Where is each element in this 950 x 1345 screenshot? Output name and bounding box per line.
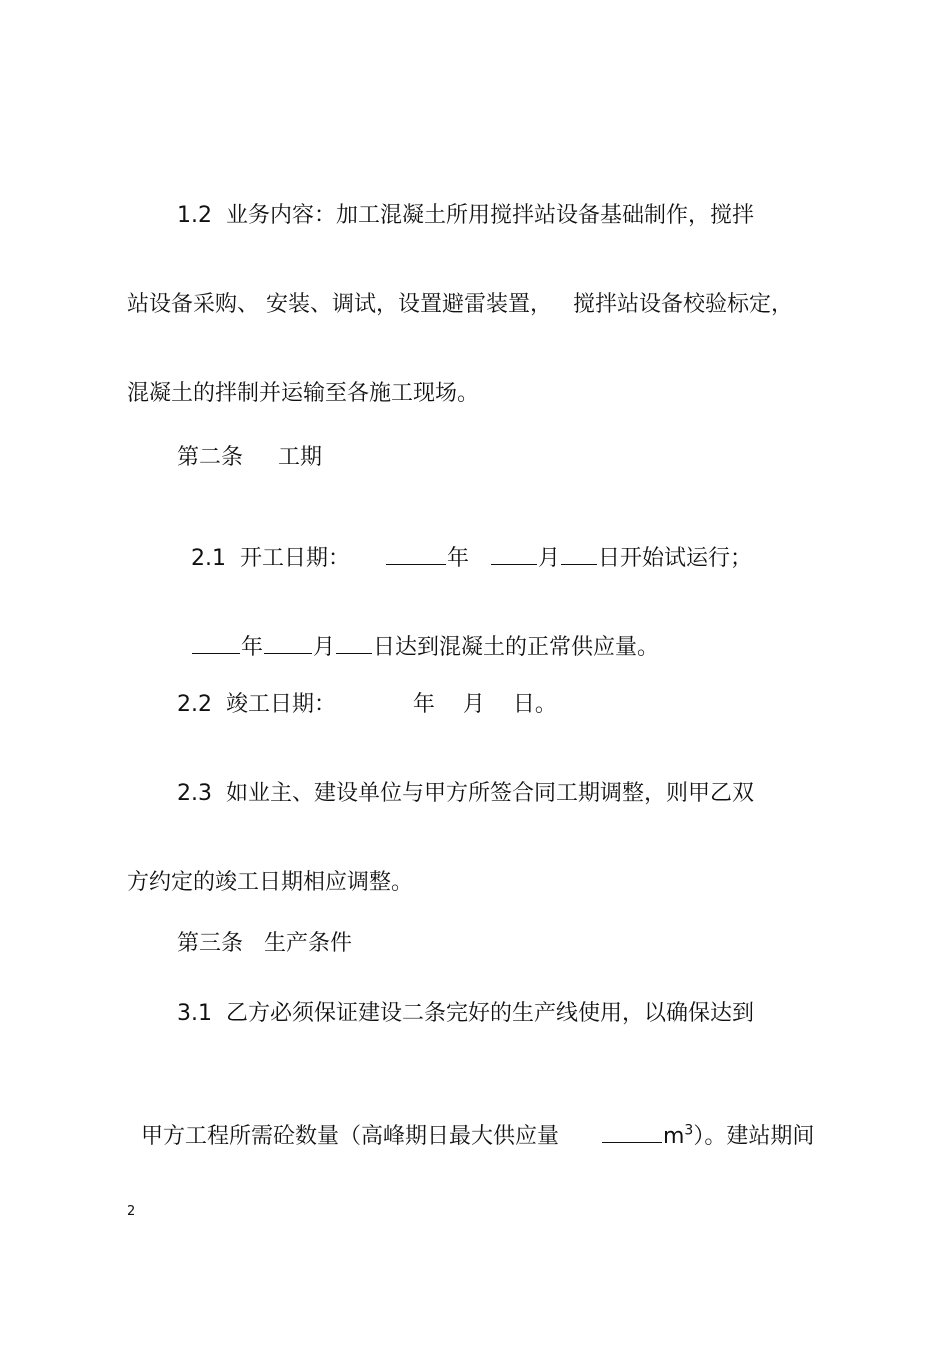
blank-month-2 [264, 631, 312, 654]
text-line-2-1-start-date [177, 512, 752, 574]
text-line-2-3-end: 方约定的竣工日期相应调整。 [127, 870, 414, 895]
label-2-1: 2.1 开工日期： [191, 546, 385, 571]
label-month-2: 月 [313, 635, 336, 660]
text-line-1-2-content: 1.2 业务内容：加工混凝土所用搅拌站设备基础制作，搅拌 [177, 203, 754, 228]
blank-month [491, 542, 537, 565]
blank-day [561, 542, 597, 565]
unit-m: m [662, 1124, 685, 1149]
blank-year-2 [192, 631, 240, 654]
label-day-trial-run: 日开始试运行； [597, 546, 752, 571]
blank-year [386, 542, 446, 565]
text-line-1-2-continued: 站设备采购、 安装、调试，设置避雷装置， 搅拌站设备校验标定， [127, 292, 793, 317]
text-line-3-1-production: 3.1 乙方必须保证建设二条完好的生产线使用，以确保达到 [177, 1001, 754, 1026]
text-line-1-2-end: 混凝土的拌制并运输至各施工现场。 [127, 381, 480, 406]
page-number: 2 [127, 1204, 136, 1219]
label-peak-supply: 甲方工程所需砼数量（高峰期日最大供应量 [141, 1124, 601, 1149]
section-heading-2: 第二条 工期 [177, 445, 322, 470]
blank-day-2 [336, 631, 372, 654]
text-line-2-1-normal-supply [177, 601, 659, 663]
label-year-2: 年 [241, 635, 264, 660]
text-line-2-2-completion-date: 2.2 竣工日期： 年 月 日。 [177, 692, 557, 717]
section-heading-3: 第三条 生产条件 [177, 931, 352, 956]
label-year: 年 [446, 546, 490, 571]
label-day-normal-supply: 日达到混凝土的正常供应量。 [373, 635, 660, 660]
text-line-2-3-adjustment: 2.3 如业主、建设单位与甲方所签合同工期调整，则甲乙双 [177, 781, 754, 806]
label-construction-period: ）。建站期间 [693, 1124, 815, 1149]
unit-superscript: 3 [684, 1122, 694, 1139]
blank-peak-volume [602, 1120, 662, 1143]
text-line-3-1-continued [127, 1090, 814, 1152]
label-month: 月 [537, 546, 560, 571]
